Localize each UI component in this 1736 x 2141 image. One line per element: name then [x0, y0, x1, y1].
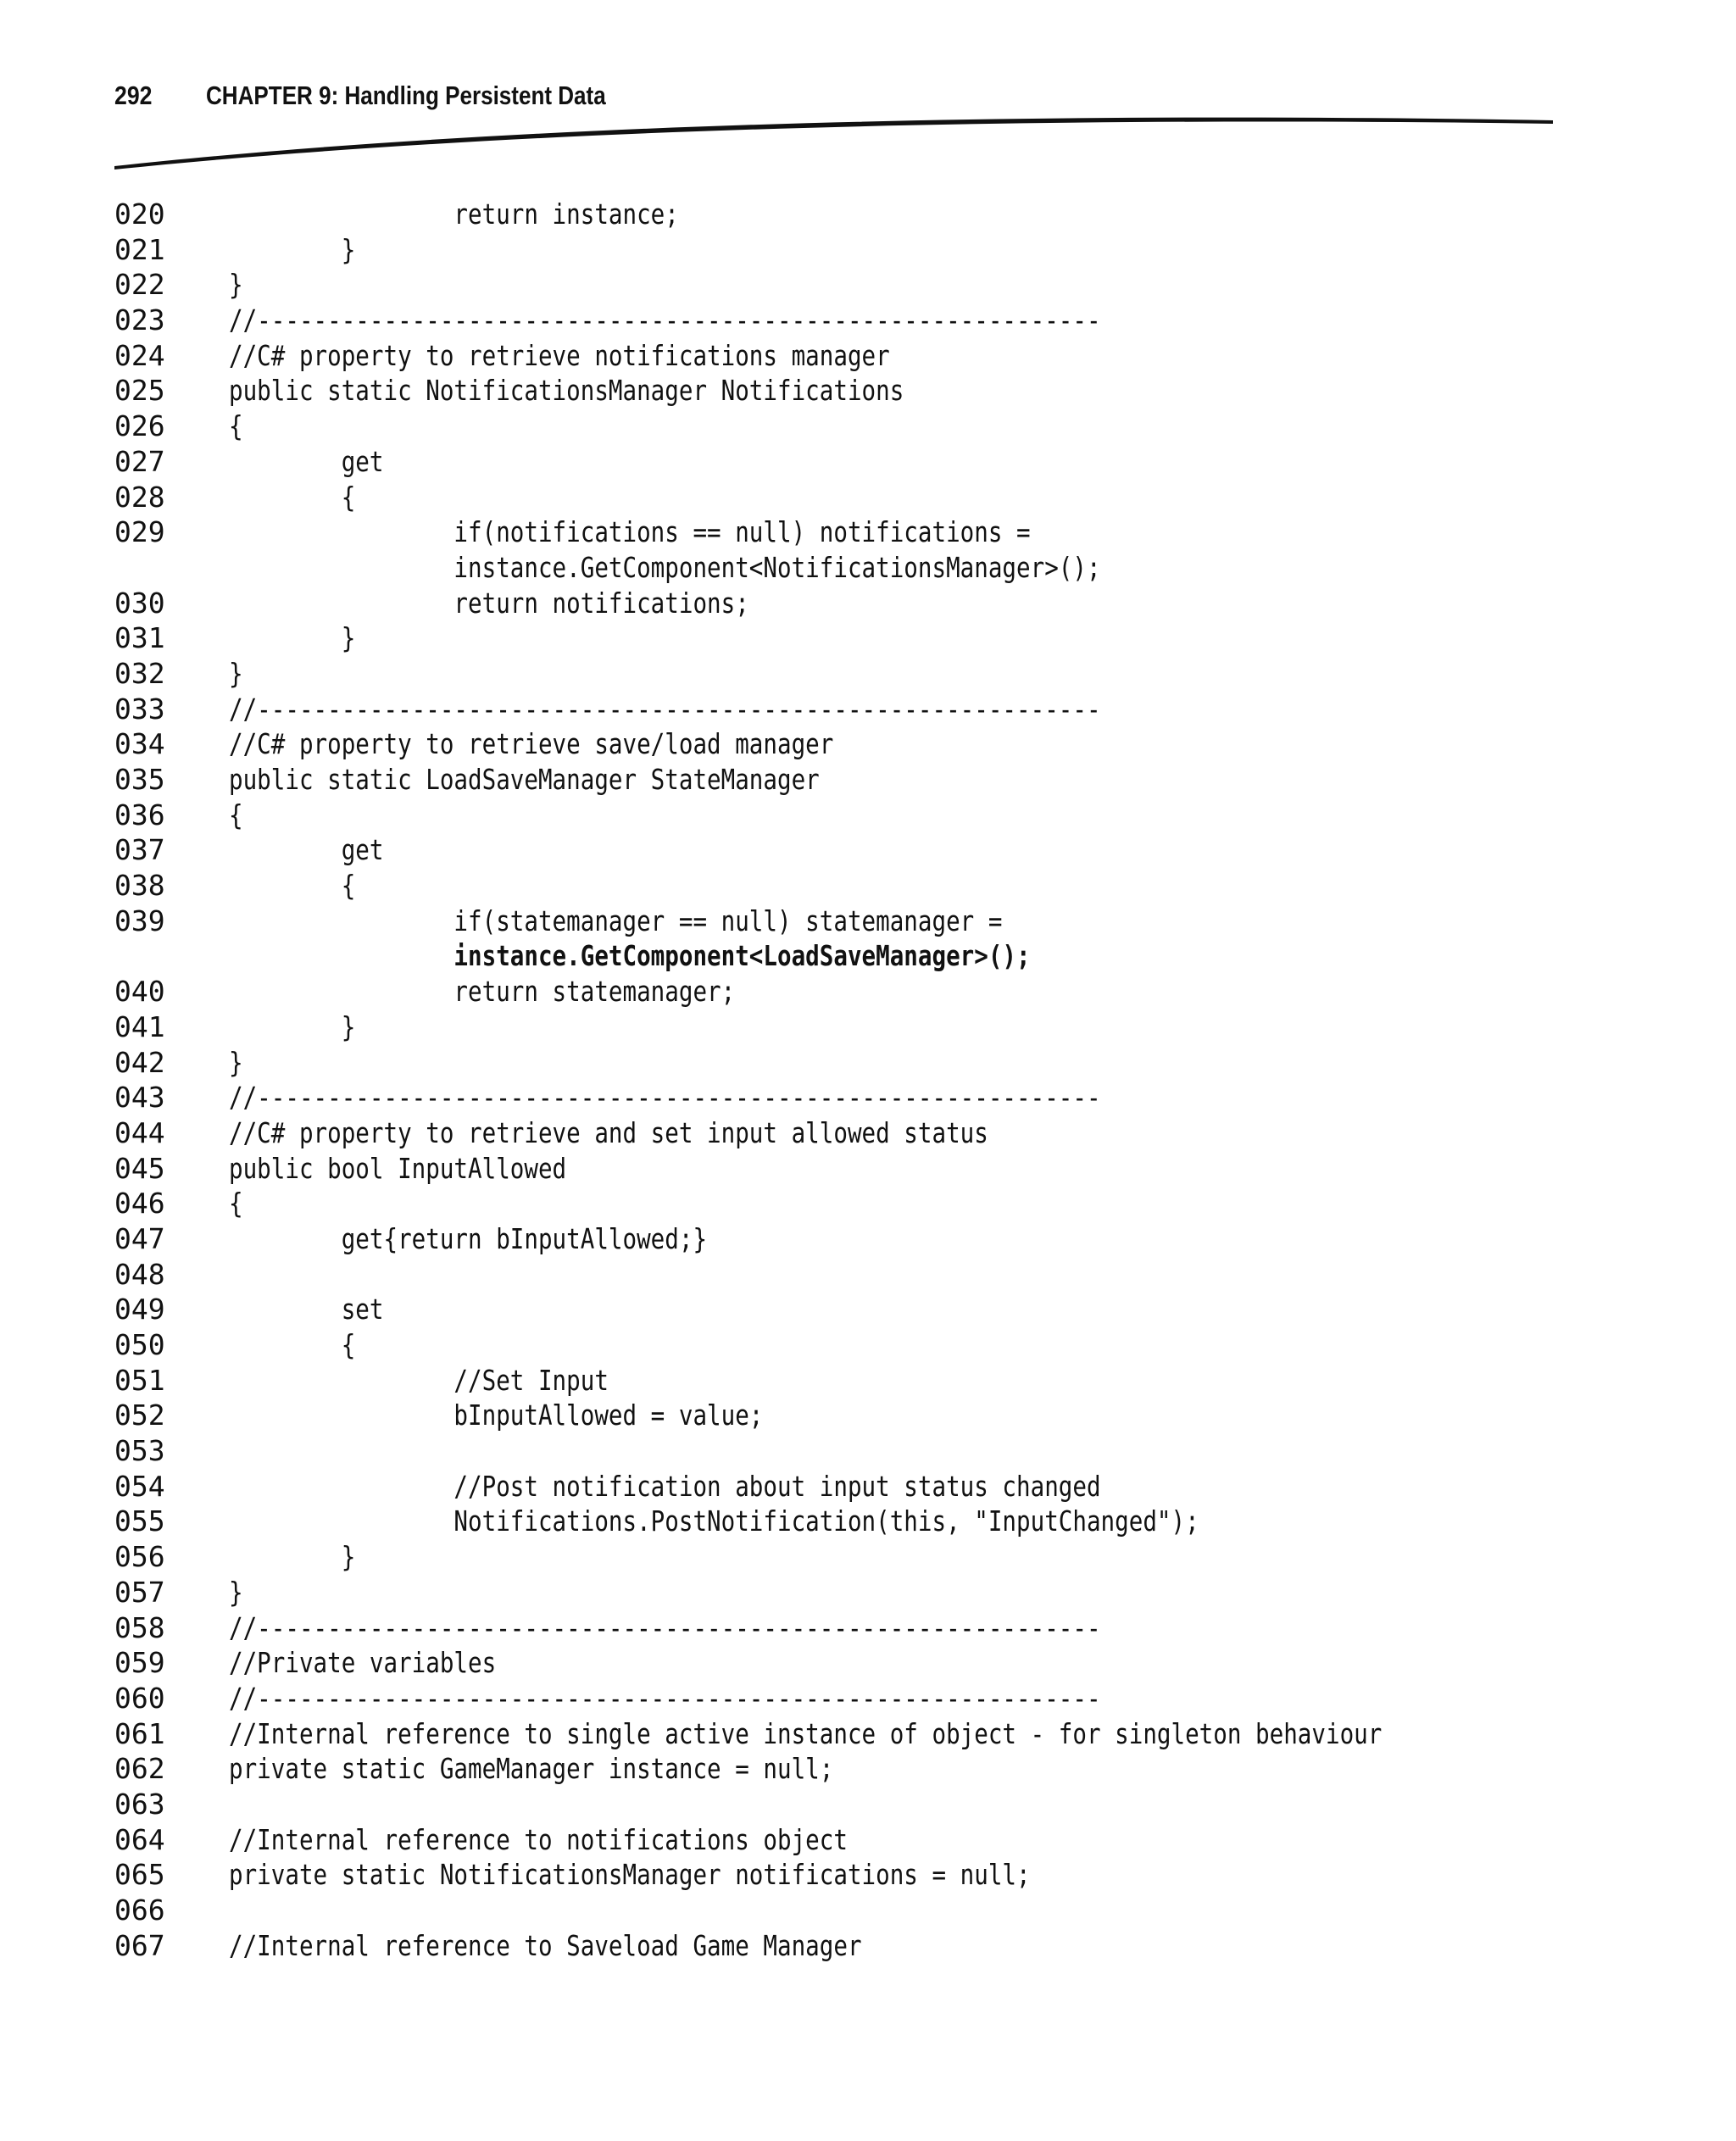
code-text: public static NotificationsManager Notifications — [229, 374, 904, 408]
code-line — [114, 232, 1610, 268]
code-line — [114, 620, 1610, 656]
line-number: 067 — [114, 1928, 165, 1962]
line-number: 052 — [114, 1399, 165, 1432]
code-line — [114, 1893, 1610, 1928]
code-line — [114, 726, 1610, 762]
line-number: 044 — [114, 1115, 165, 1149]
code-text: //Internal reference to single active instance of object - for singleton behaviour — [229, 1716, 1383, 1750]
code-line — [114, 1539, 1610, 1575]
code-text: } — [229, 656, 243, 690]
code-text: //Private variables — [229, 1646, 497, 1680]
code-text: //Internal reference to Saveload Game Manager — [229, 1928, 862, 1962]
code-text: //C# property to retrieve notifications manager — [229, 338, 890, 372]
code-text: } — [229, 1575, 243, 1609]
line-number: 066 — [114, 1894, 165, 1927]
code-line — [114, 832, 1610, 868]
code-text: } — [229, 1540, 356, 1574]
line-number — [114, 550, 229, 586]
code-line — [114, 1504, 1610, 1539]
code-text: //------------------------------------------------------------ — [229, 1610, 1101, 1644]
code-line — [114, 1292, 1610, 1327]
line-number: 027 — [114, 444, 165, 478]
code-line — [114, 303, 1610, 338]
code-text: //------------------------------------------------------------ — [229, 692, 1101, 726]
code-text: { — [229, 1187, 243, 1221]
code-line — [114, 1787, 1610, 1822]
code-text: get — [229, 444, 384, 478]
code-text: } — [229, 1009, 356, 1043]
line-number: 059 — [114, 1646, 165, 1680]
code-text: } — [229, 1045, 243, 1079]
chapter-title: CHAPTER 9: Handling Persistent Data — [206, 81, 606, 110]
line-number: 063 — [114, 1787, 165, 1821]
code-line — [114, 798, 1610, 833]
line-number: 042 — [114, 1045, 165, 1079]
line-number: 030 — [114, 586, 165, 620]
code-text: get{return bInputAllowed;} — [229, 1221, 708, 1255]
line-number: 032 — [114, 656, 165, 690]
code-text: { — [229, 869, 356, 903]
line-number: 021 — [114, 232, 165, 266]
code-line — [114, 1363, 1610, 1399]
line-number — [114, 938, 229, 974]
line-number: 039 — [114, 904, 165, 937]
code-line — [114, 868, 1610, 904]
code-line — [114, 938, 1610, 974]
line-number: 028 — [114, 480, 165, 514]
line-number: 062 — [114, 1752, 165, 1786]
code-text: //Internal reference to notifications object — [229, 1822, 848, 1856]
code-text: { — [229, 1328, 356, 1361]
code-text: } — [229, 232, 356, 266]
code-text: public bool InputAllowed — [229, 1151, 567, 1185]
code-text: instance.GetComponent<LoadSaveManager>(); — [229, 939, 1031, 973]
code-listing — [114, 197, 1610, 1963]
code-line — [114, 338, 1610, 374]
line-number: 043 — [114, 1081, 165, 1115]
code-text: public static LoadSaveManager StateManager — [229, 763, 820, 796]
code-line — [114, 1469, 1610, 1504]
line-number: 037 — [114, 833, 165, 867]
line-number: 023 — [114, 303, 165, 337]
page-number: 292 — [114, 81, 153, 110]
code-line — [114, 197, 1610, 232]
line-number: 056 — [114, 1540, 165, 1574]
code-line — [114, 1327, 1610, 1363]
line-number: 048 — [114, 1257, 165, 1291]
line-number: 041 — [114, 1009, 165, 1043]
code-text: } — [229, 268, 243, 302]
code-line — [114, 1610, 1610, 1646]
header-swoosh-rule — [0, 0, 1736, 195]
code-text: { — [229, 798, 243, 831]
code-text: //Set Input — [229, 1363, 609, 1397]
code-text: get — [229, 833, 384, 867]
code-line — [114, 1115, 1610, 1151]
line-number: 054 — [114, 1469, 165, 1503]
line-number: 025 — [114, 374, 165, 408]
code-line — [114, 1009, 1610, 1045]
line-number: 031 — [114, 621, 165, 655]
code-text: set — [229, 1293, 384, 1326]
code-line — [114, 444, 1610, 480]
code-line — [114, 373, 1610, 409]
code-line — [114, 586, 1610, 621]
code-line — [114, 656, 1610, 692]
code-line — [114, 1080, 1610, 1115]
code-text: Notifications.PostNotification(this, "InputChanged"); — [229, 1504, 1199, 1538]
line-number: 022 — [114, 268, 165, 302]
line-number: 049 — [114, 1293, 165, 1326]
line-number: 047 — [114, 1221, 165, 1255]
code-text: } — [229, 621, 356, 655]
code-line — [114, 1751, 1610, 1787]
line-number: 050 — [114, 1328, 165, 1361]
code-line — [114, 692, 1610, 727]
running-header — [0, 0, 1736, 195]
line-number: 038 — [114, 869, 165, 903]
line-number: 033 — [114, 692, 165, 726]
code-text: //------------------------------------------------------------ — [229, 303, 1101, 337]
code-text: if(notifications == null) notifications = — [229, 515, 1031, 549]
line-number: 034 — [114, 727, 165, 761]
line-number: 057 — [114, 1575, 165, 1609]
code-text: //C# property to retrieve and set input allowed status — [229, 1115, 988, 1149]
line-number: 058 — [114, 1610, 165, 1644]
code-text: return instance; — [229, 197, 679, 231]
code-line — [114, 514, 1610, 550]
code-line — [114, 1857, 1610, 1893]
code-line — [114, 1398, 1610, 1433]
code-line — [114, 1045, 1610, 1081]
line-number: 045 — [114, 1151, 165, 1185]
line-number: 053 — [114, 1434, 165, 1468]
code-line — [114, 1645, 1610, 1681]
code-text: //------------------------------------------------------------ — [229, 1081, 1101, 1115]
code-line — [114, 974, 1610, 1009]
code-line — [114, 480, 1610, 515]
code-line — [114, 762, 1610, 798]
code-line — [114, 1221, 1610, 1257]
code-text: return statemanager; — [229, 975, 736, 1009]
code-line — [114, 409, 1610, 444]
line-number: 061 — [114, 1716, 165, 1750]
line-number: 065 — [114, 1858, 165, 1892]
code-text: return notifications; — [229, 586, 749, 620]
code-line — [114, 904, 1610, 939]
code-text: { — [229, 409, 243, 443]
line-number: 020 — [114, 197, 165, 231]
code-text: private static GameManager instance = null; — [229, 1752, 834, 1786]
line-number: 035 — [114, 763, 165, 796]
line-number: 055 — [114, 1504, 165, 1538]
code-line — [114, 1716, 1610, 1752]
line-number: 029 — [114, 515, 165, 549]
code-line — [114, 1186, 1610, 1221]
code-text: instance.GetComponent<NotificationsManager>(); — [229, 550, 1101, 584]
line-number: 060 — [114, 1681, 165, 1715]
code-text: private static NotificationsManager notifications = null; — [229, 1858, 1031, 1892]
code-line — [114, 1575, 1610, 1610]
line-number: 024 — [114, 338, 165, 372]
code-line — [114, 1257, 1610, 1293]
code-text: //Post notification about input status changed — [229, 1469, 1101, 1503]
code-text: bInputAllowed = value; — [229, 1399, 764, 1432]
code-line — [114, 550, 1610, 586]
code-line — [114, 1822, 1610, 1858]
code-line — [114, 1433, 1610, 1469]
code-text: //------------------------------------------------------------ — [229, 1681, 1101, 1715]
code-text: //C# property to retrieve save/load manager — [229, 727, 834, 761]
code-line — [114, 1151, 1610, 1187]
line-number: 064 — [114, 1822, 165, 1856]
line-number: 051 — [114, 1363, 165, 1397]
code-line — [114, 1928, 1610, 1964]
code-line — [114, 267, 1610, 303]
line-number: 026 — [114, 409, 165, 443]
line-number: 040 — [114, 975, 165, 1009]
line-number: 046 — [114, 1187, 165, 1221]
code-text: if(statemanager == null) statemanager = — [229, 904, 1003, 937]
line-number: 036 — [114, 798, 165, 831]
code-text: { — [229, 480, 356, 514]
code-line — [114, 1681, 1610, 1716]
